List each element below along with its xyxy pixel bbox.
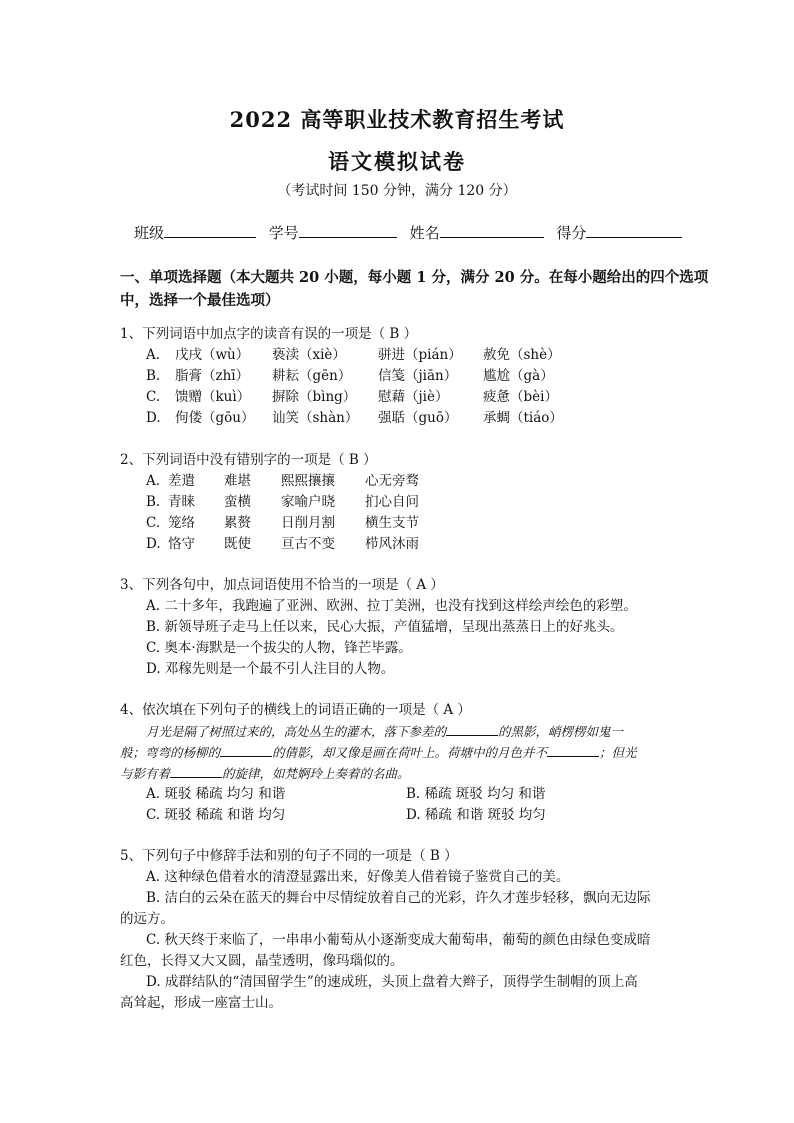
q2-option-row2-col4: 家喻户晓 (281, 494, 335, 510)
q2-stem: 2、下列词语中没有错别字的一项是（ B ） (120, 452, 377, 468)
q2-option-row2-col2: 青睐 (168, 494, 195, 510)
q4-passage-text: 的倩影，却又像是画在荷叶上。荷塘中的月色并不 (272, 745, 548, 760)
q4-passage-text: ；但光 (599, 745, 637, 760)
q2-option-row1-col4: 熙熙攘攘 (281, 473, 335, 489)
q4-passage-text: 般；弯弯的杨柳的 (120, 745, 221, 760)
q1-option-row1-col1: A. (146, 347, 161, 363)
q1-option-row3-col3: 摒除（bìng） (272, 389, 357, 405)
q5-option-d-line1: D. 成群结队的“清国留学生”的速成班，头顶上盘着大辫子，顶得学生制帽的顶上高 (146, 974, 638, 990)
q1-option-row1-col4: 骈进（pián） (378, 347, 462, 363)
q1-stem: 1、下列词语中加点字的读音有误的一项是（ B ） (120, 326, 418, 342)
q2-option-row2-col1: B. (146, 494, 161, 510)
score-blank (586, 223, 682, 238)
q4-passage-text: 的黑影，峭楞楞如鬼一 (498, 724, 624, 739)
q2-option-row3-col2: 笼络 (168, 515, 195, 531)
q1-option-row4-col5: 承蜩（tiáo） (483, 410, 563, 426)
q3-option-b: B. 新领导班子走马上任以来，民心大振，产值猛增，呈现出蒸蒸日上的好兆头。 (146, 619, 624, 635)
q3-stem: 3、下列各句中，加点词语使用不恰当的一项是（ A ） (120, 577, 444, 593)
q1-option-row1-col3: 亵渎（xiè） (272, 347, 346, 363)
q1-option-row3-col1: C. (146, 389, 161, 405)
q5-option-c-line1: C. 秋天终于来临了，一串串小葡萄从小逐渐变成大葡萄串，葡萄的颜色由绿色变成暗 (146, 932, 651, 948)
q2-option-row1-col5: 心无旁骛 (365, 473, 419, 489)
q3-option-a: A. 二十多年，我跑遍了亚洲、欧洲、拉丁美洲，也没有找到这样绘声绘色的彩塑。 (146, 598, 637, 614)
student-info-line (134, 222, 688, 243)
q1-option-row4-col3: 讪笑（shàn） (272, 410, 359, 426)
exam-subtitle: 语文模拟试卷 (328, 149, 466, 174)
fill-blank-4 (170, 765, 222, 778)
q2-option-row3-col5: 横生支节 (365, 515, 419, 531)
q2-option-row4-col5: 栉风沐雨 (365, 536, 419, 552)
q1-option-row2-col5: 尴尬（gà） (483, 368, 554, 384)
fill-blank-3 (547, 744, 599, 757)
class-label: 班级 (134, 224, 165, 242)
fill-blank-1 (446, 723, 498, 736)
q1-option-row4-col4: 强聒（guō） (378, 410, 458, 426)
q1-option-row3-col4: 慰藉（jiè） (378, 389, 449, 405)
name-blank (440, 223, 544, 238)
q1-option-row3-col2: 馈赠（kuì） (175, 389, 251, 405)
q4-option-d: D. 稀疏 和谐 斑驳 均匀 (406, 807, 546, 823)
q4-option-c: C. 斑驳 稀疏 和谐 均匀 (146, 807, 286, 823)
q4-passage-text: 的旋律，如梵婀玲上奏着的名曲。 (222, 766, 410, 781)
q1-option-row3-col5: 疲惫（bèi） (483, 389, 558, 405)
q5-option-d-line2: 高耸起，形成一座富士山。 (120, 995, 282, 1011)
q4-passage-line3 (120, 763, 410, 784)
q4-option-b: B. 稀疏 斑驳 均匀 和谐 (406, 786, 546, 802)
section-1-heading-line2: 中，选择一个最佳选项） (120, 292, 280, 309)
q2-option-row4-col4: 亘古不变 (281, 536, 335, 552)
q5-option-b-line1: B. 洁白的云朵在蓝天的舞台中尽情绽放着自己的光彩，许久才莲步轻移，飘向无边际 (146, 890, 651, 906)
fill-blank-2 (220, 744, 272, 757)
q2-option-row1-col3: 难堪 (224, 473, 251, 489)
q1-option-row2-col2: 脂膏（zhī） (175, 368, 250, 384)
q2-option-row2-col3: 蛮横 (224, 494, 251, 510)
q2-option-row4-col2: 恪守 (168, 536, 195, 552)
q5-option-b-line2: 的远方。 (120, 911, 174, 927)
q1-option-row2-col1: B. (146, 368, 161, 384)
q3-option-d: D. 邓稼先则是一个最不引人注目的人物。 (146, 661, 395, 677)
q4-passage-line1 (146, 721, 623, 742)
q2-option-row1-col2: 差遣 (168, 473, 195, 489)
q2-option-row1-col1: A. (146, 473, 161, 489)
q2-option-row3-col4: 日削月割 (281, 515, 335, 531)
q2-option-row2-col5: 扪心自问 (365, 494, 419, 510)
section-1-heading (120, 266, 709, 312)
section-1-heading-line1: 一、单项选择题（本大题共 20 小题，每小题 1 分，满分 20 分。在每小题给出的四个选项 (120, 269, 709, 286)
q1-option-row4-col1: D. (146, 410, 161, 426)
score-label: 得分 (556, 224, 587, 242)
q1-option-row4-col2: 佝偻（gōu） (175, 410, 255, 426)
q1-option-row1-col2: 戊戌（wù） (175, 347, 250, 363)
q2-option-row4-col1: D. (146, 536, 161, 552)
q2-option-row4-col3: 既使 (224, 536, 251, 552)
q4-passage-text: 与影有着 (120, 766, 171, 781)
student-no-label: 学号 (268, 224, 299, 242)
exam-time-note: （考试时间 150 分钟，满分 120 分） (277, 183, 517, 199)
q1-option-row2-col3: 耕耘（gēn） (272, 368, 352, 384)
q4-stem: 4、依次填在下列句子的横线上的词语正确的一项是（ A ） (120, 702, 471, 718)
student-no-blank (299, 223, 397, 238)
q2-option-row3-col1: C. (146, 515, 161, 531)
q5-option-a: A. 这种绿色借着水的清澄显露出来，好像美人借着镜子鉴赏自己的美。 (146, 869, 570, 885)
q3-option-c: C. 奥本·海默是一个拔尖的人物，锋芒毕露。 (146, 640, 412, 656)
name-label: 姓名 (409, 224, 440, 242)
q4-passage-line2 (120, 742, 637, 763)
q5-option-c-line2: 红色，长得又大又圆，晶莹透明，像玛瑙似的。 (120, 953, 404, 969)
q4-passage-text: 月光是隔了树照过来的，高处丛生的灌木，落下参差的 (146, 724, 447, 739)
q1-option-row2-col4: 信笺（jiān） (378, 368, 458, 384)
q1-option-row1-col5: 赦免（shè） (483, 347, 561, 363)
q5-stem: 5、下列句子中修辞手法和别的句子不同的一项是（ B ） (120, 848, 458, 864)
q4-option-a: A. 斑驳 稀疏 均匀 和谐 (146, 786, 286, 802)
exam-title: 2022 高等职业技术教育招生考试 (229, 107, 565, 132)
q2-option-row3-col3: 累赘 (224, 515, 251, 531)
class-blank (164, 223, 256, 238)
